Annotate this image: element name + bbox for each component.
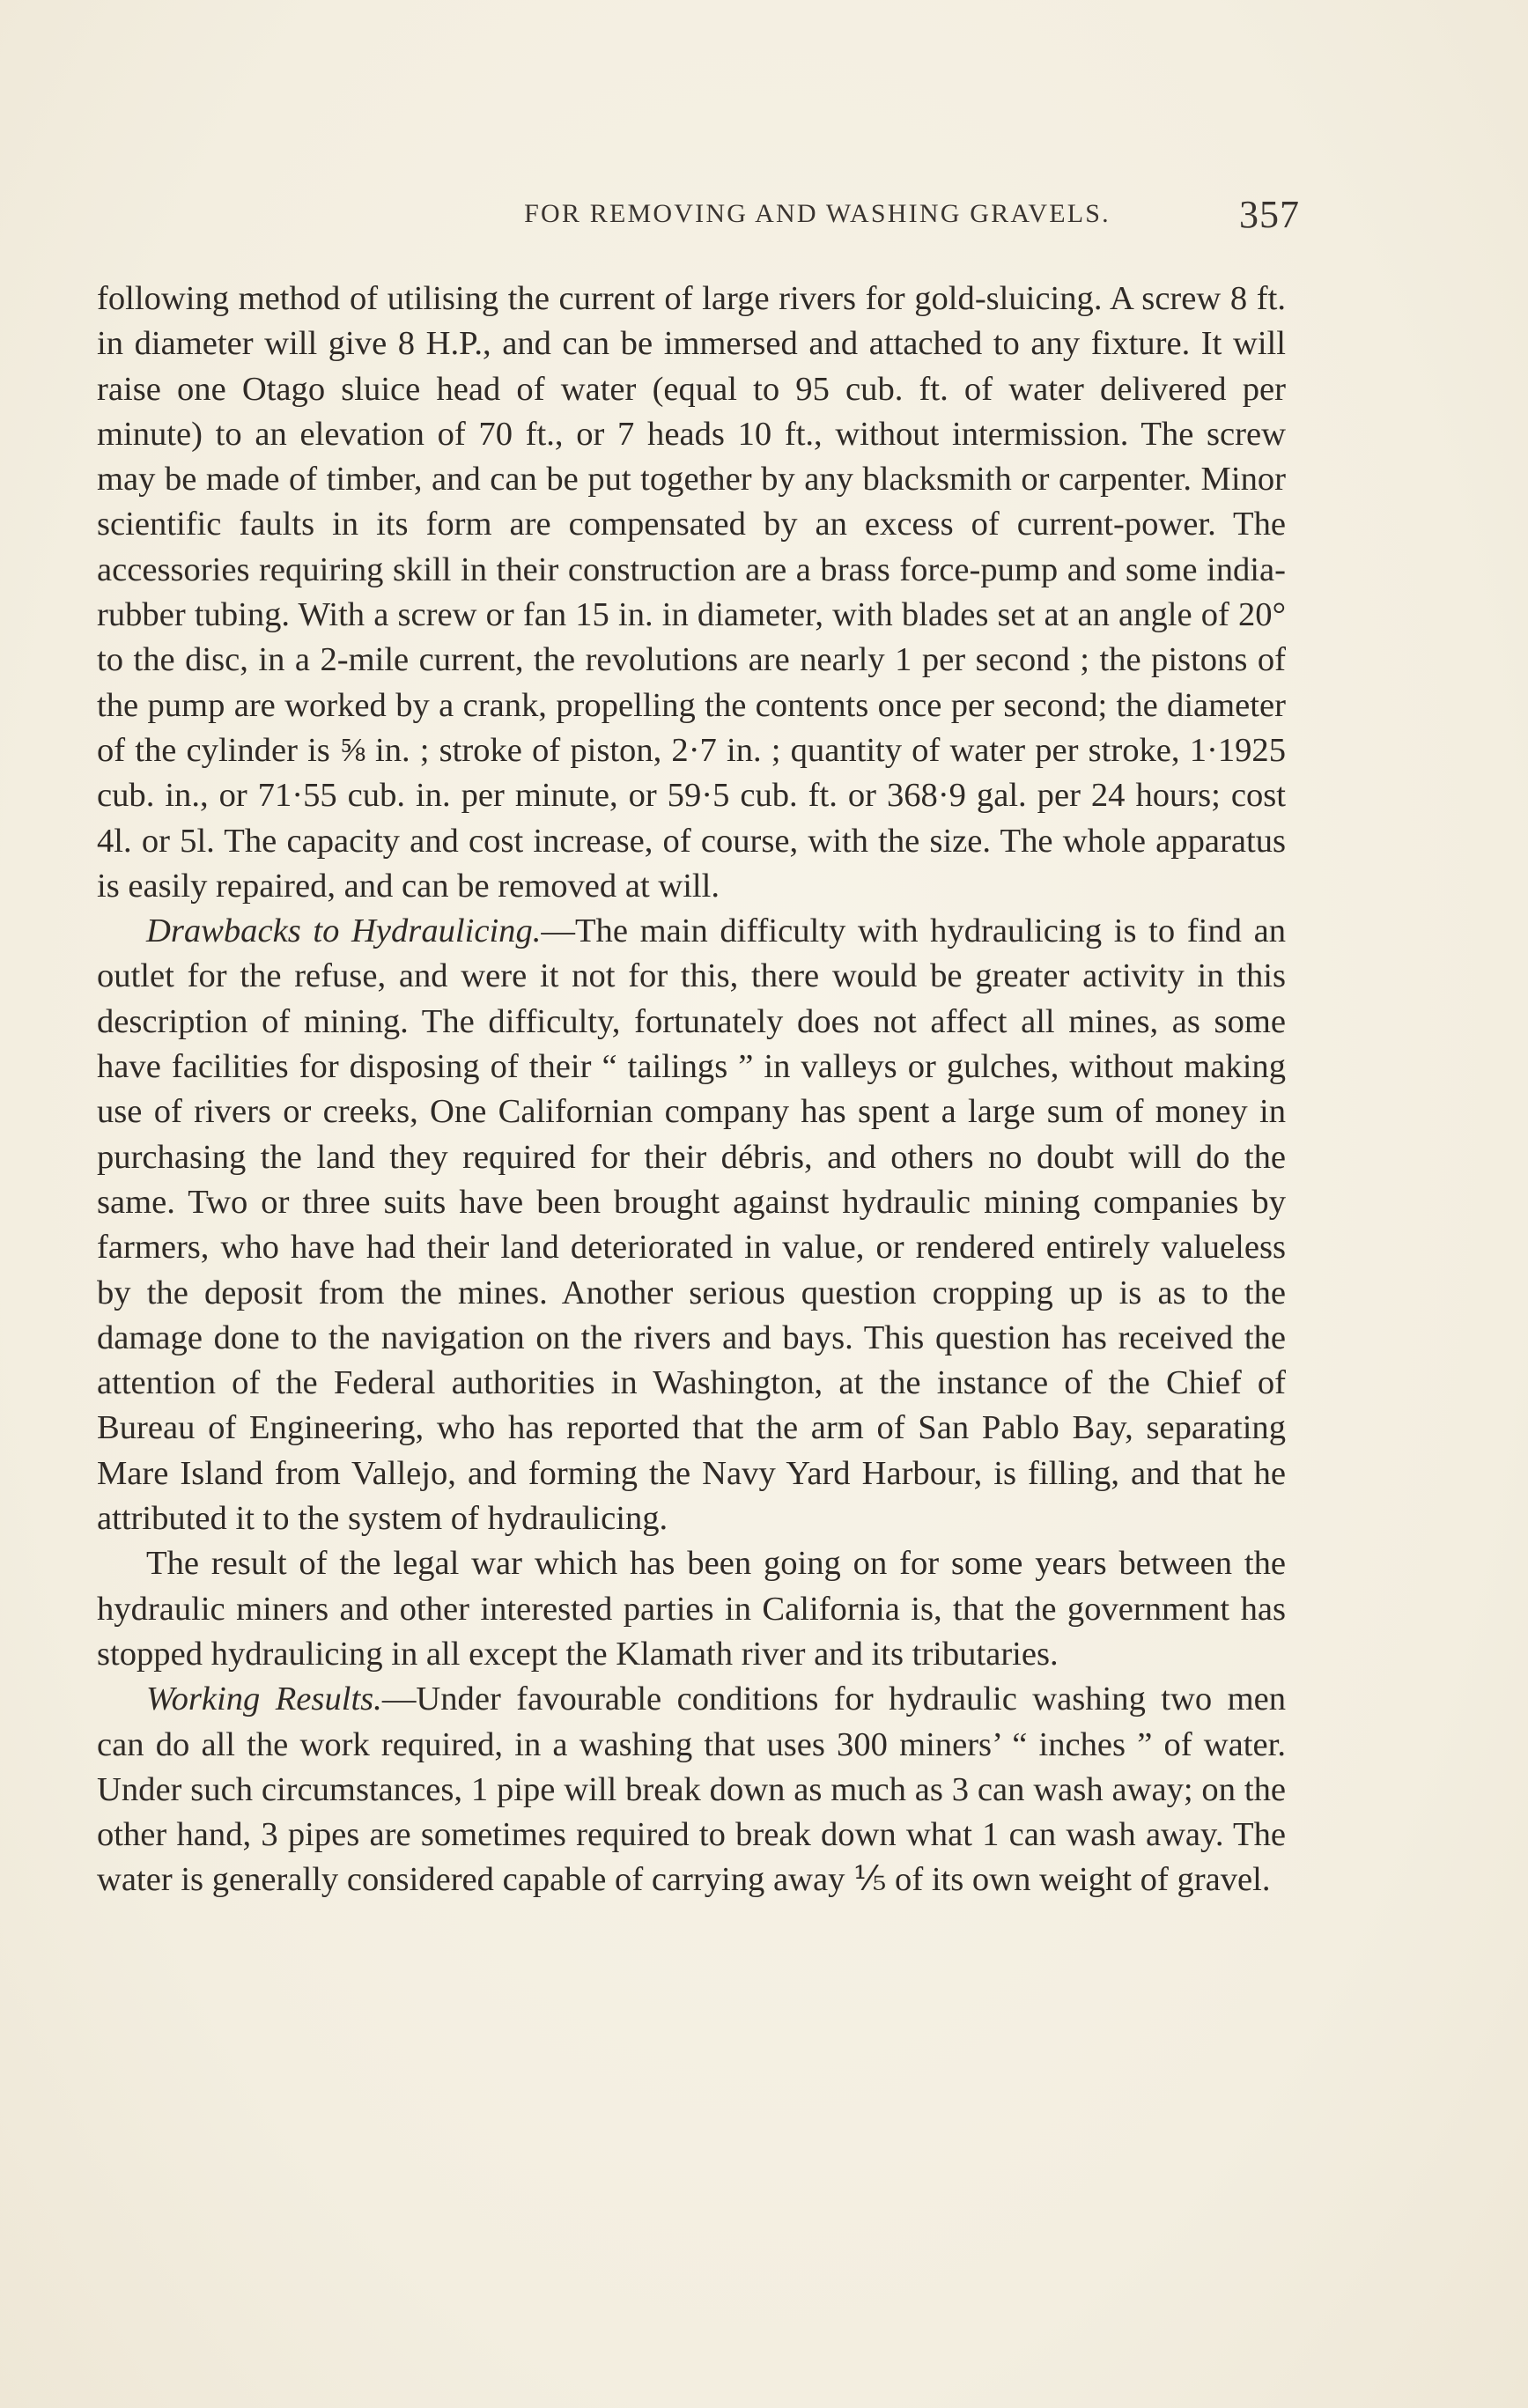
paragraph-working-results xyxy=(97,1677,1286,1902)
section-heading-working-results: Working Results. xyxy=(146,1680,382,1718)
page-number: 357 xyxy=(1239,193,1300,236)
paragraph-drawbacks-text: —The main difficulty with hydraulicing is to find an outlet for the refuse, and were it not for this, there would be greater activity in this description of mining. The difficulty, fortunately does not affect all mines, as some have facilities for disposing of their “ tailings ” in valleys or gulches, without making use of rivers or creeks, One Californian company has spent a large sum of money in purchasing the land they required for their débris, and others no doubt will do the same. Two or three suits have been brought against hydraulic mining companies by farmers, who have had their land deteriorated in value, or rendered entirely valueless by the deposit from the mines. Another serious question cropping up is as to the damage done to the navigation on the rivers and bays. This question has received the attention of the Federal authorities in Washington, at the instance of the Chief of Bureau of Engineering, who has reported that the arm of San Pablo Bay, separating Mare Island from Vallejo, and forming the Navy Yard Harbour, is filling, and that he attributed it to the system of hydraulicing. xyxy=(97,912,1287,1538)
running-header: FOR REMOVING AND WASHING GRAVELS. xyxy=(524,199,1111,228)
paragraph-screw-pump: following method of utilising the current of large rivers for gold-sluicing. A screw 8 ft. in diameter will give 8 H.P., and can be immersed and attached to any fixture. It will raise one Otago sluice head of water (equal to 95 cub. ft. of water delivered per minute) to an elevation of 70 ft., or 7 heads 10 ft., without intermission. The screw may be made of timber, and can be put together by any blacksmith or carpenter. Minor scientific faults in its form are compensated by an excess of current-power. The accessories requiring skill in their construction are a brass force-pump and some india-rubber tubing. With a screw or fan 15 in. in diameter, with blades set at an angle of 20° to the disc, in a 2-mile current, the revolutions are nearly 1 per second ; the pistons of the pump are worked by a crank, propelling the contents once per second; the diameter of the cylinder is ⅝ in. ; stroke of piston, 2·7 in. ; quantity of water per stroke, 1·1925 cub. in., or 71·55 cub. in. per minute, or 59·5 cub. ft. or 368·9 gal. per 24 hours; cost 4l. or 5l. The capacity and cost increase, of course, with the size. The whole apparatus is easily repaired, and can be removed at will. xyxy=(97,280,1286,905)
paragraph-drawbacks xyxy=(97,909,1286,1541)
body-text xyxy=(97,277,1286,1903)
paragraph-working-results-text: —Under favourable conditions for hydraulic washing two men can do all the work required, in a washing that uses 300 miners’ “ inches ” of water. Under such circumstances, 1 pipe will break down as much as 3 can wash away; on the other hand, 3 pipes are sometimes required to break down what 1 can wash away. The water is generally considered capable of carrying away ⅕ of its own weight of gravel. xyxy=(97,1680,1286,1899)
section-heading-drawbacks: Drawbacks to Hydraulicing. xyxy=(146,912,542,950)
paragraph-legal-war: The result of the legal war which has been going on for some years between the hydraulic miners and other interested parties in California is, that the government has stopped hydraulicing in all except the Klamath river and its tributaries. xyxy=(97,1545,1286,1673)
